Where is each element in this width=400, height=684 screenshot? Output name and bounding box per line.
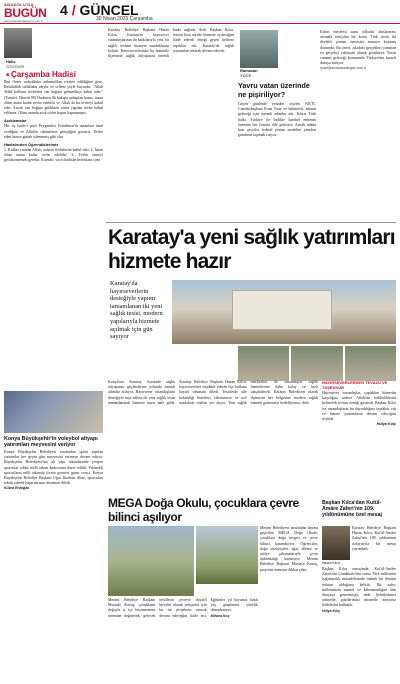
mega-byline: Mihara Koç (210, 613, 230, 618)
column-subheading: Hadislerden Öğrendiklerimiz (4, 142, 59, 148)
facility-photo (291, 346, 342, 381)
volleyball-headline: Konya Büyükşehir'in voleybol altyapı yatırımları meyvesini veriyor (4, 436, 98, 449)
karatay-intro-paragraph: Karatay Belediye Başkanı Hasan Kılca, Karatay'ın hayırsever vatandaşlarının da katkılarıyla yeni bir sağlık tesisini hizmete sunduklarını belirtti. Hayırseverlerimiz bu hizmetle ilçemizin sağlık altyapısına önemli katkı sağladı, dedi. Başkan Kılca, tesisin kısa sürede hizmete açılacağını ifade ederek emeği geçen herkese teşekkür etti. Karatay'da sağlık yatırımları artarak devam edecek. (108, 28, 234, 59)
columnist-name: Ramazan (240, 68, 258, 73)
column-paragraph: 1. Kulları yaratan Allah, onların tövbelerini kabul eder. 2. İnsan ölüm anına kadar tövbe edebilir. 3. Tövbe etmeyi geciktirmemek gerekir. Kaynak: www.hadislerlerleislam.com (4, 148, 103, 163)
volleyball-paragraph: Konya Büyükşehir Belediyesi tarafından spora yapılan yatırımlar her geçen gün meyvesini vermeye devam ediyor. Büyükşehir Belediyesi'nin alt yapı takımlarında yetişen sporcular yıldız millî takım kadrosuna davet edildi. Yetenekli sporcuların milli takımda forma giymesi gurur verici. Konya Büyükşehir Belediye Başkanı Uğur İbrahim Altay, sporcuları tebrik ederek başarılarının devamını diledi. (4, 450, 103, 486)
column-paragraph: Her üç hadis-i şerif Peygamber Efendimiz'in insanlara ümit verdiğini ve Allah'ın rahmetinin genişliğini gösterir. Tövbe eden kimse günah işlememiş gibi olur. (4, 124, 103, 139)
nature-school-photo-2 (196, 526, 258, 584)
kilca-byline: Hülya Kılıç (322, 608, 340, 613)
main-headline: Karatay'a yeni sağlık yatırımları hizmete hazır (108, 226, 395, 273)
column-subheading: Açıklamalar (4, 118, 27, 124)
column-body (4, 80, 103, 380)
kilca-body-continued (322, 567, 396, 680)
kilca-body (352, 526, 396, 566)
column-paragraph: İbni Ömer radıyallahu anhümâ'dan rivayet edildiğine göre, Resûlullah sallallahu aleyhi ve sellem şöyle buyurdu: "Allah Teâlâ kulların tövbesini can boğaza gelmedikçe kabul eder." (Tirmizî, Deavât 98) Hadisten ilk bakışta anlaşılan husus, insan ölüm anına kadar tövbe edebilir ve Allah da bu tövbeyi kabul eder. Ancak can boğaza geldikten sonra yapılan tövbe kabul edilmez. Ölüm anında artık tövbe kapısı kapanmıştır. (4, 80, 103, 116)
columnist-paragraph: Kıbrıs meselesi uzun yıllardır uluslararası arenada tartışılan bir konu. Türk tarafı iki devletli çözüm önerisini masaya koymuş durumda. Bu öneri, adadaki gerçekleri yansıtan en gerçekçi yaklaşım olarak görülüyor. Yavru vatanın geleceği konusunda Türkiye'nin kararlı duruşu sürüyor. (320, 30, 396, 66)
karatay-body (108, 380, 318, 500)
mega-headline: MEGA Doğa Okulu, çocuklara çevre bilinci aşılıyor (108, 496, 299, 524)
column-title: ■ Çarşamba Hadisi (6, 70, 76, 79)
mega-paragraph: Meram Belediye Başkanı Mustafa Kavuş, çocukların doğayla iç içe büyümesinin önemine değinerek, gelecek nesillerin çevreye duyarlı bireyler olarak yetişmesi için bu tür projelerin artarak devam edeceğini ifade etti. Eğitimler yıl boyunca farklı yaş gruplarına yönelik düzenleniyor. (108, 598, 258, 618)
columnist-photo (240, 30, 278, 68)
page-number: 4 (60, 2, 68, 18)
kilca-paragraph: Karatay Belediye Başkanı Hasan Kılca, Kut'ül-Amâre Zaferi'nin 109. yıldönümü dolayısıyla bir mesaj yayımladı. (352, 526, 396, 551)
mega-paragraph: Meram Belediyesi tarafından hayata geçirilen MEGA Doğa Okulu, çocuklara doğa sevgisi ve çevre bilinci kazandırıyor. Öğrenciler, doğa yürüyüşleri, ağaç dikimi ve atölye çalışmalarıyla çevre farkındalığı kazanıyor. Meram Belediye Başkanı Mustafa Kavuş, projenin önemine dikkat çekti. (260, 526, 318, 572)
karatay-intro-article (108, 28, 234, 220)
health-facility-photo-strip (238, 346, 396, 381)
volleyball-photo (4, 391, 103, 433)
health-facility-photo (172, 280, 396, 344)
columnist-email: ryuce@anadoludabugun.com.tr (320, 66, 367, 71)
sidebar-box-title: HAYIRSEVERLERDEN TEVAZU VE TEŞEKKÜR (322, 380, 388, 390)
facility-photo (345, 346, 396, 381)
sidebar-box-byline: Hülya Kılıç (376, 422, 396, 427)
kilca-paragraph: Başkan Kılca mesajında, Kut'ül-Amâre Zaferi'nin Çanakkale'den sonra Türk milletinin bağımsızlık mücadelesinde önemli bir dönüm noktası olduğunu belirtti. Bu zafer, milletimizin azmini ve kahramanlığını tüm dünyaya göstermiştir, dedi. Şehitlerimizi rahmetle, gazilerimizi minnetle anıyoruz ifadelerini kullandı. (322, 567, 396, 608)
building-shape (232, 290, 332, 330)
karatay-lead: Karatay'da hayırseverlerin desteğiyle yapımı tamamlanan iki yeni sağlık tesisi, modern yapılarıyla hizmete açılmak için gün sayıyor (110, 280, 163, 341)
logo-small-text: ANADOLU'DA (4, 2, 34, 7)
section-separator: / (71, 2, 80, 18)
author-photo (4, 28, 32, 58)
author-name: Halis (6, 59, 16, 64)
columnist-surname: YÜCE (240, 73, 252, 78)
logo-text: BUGÜN (4, 6, 47, 20)
nature-school-photo (108, 526, 194, 596)
newspaper-logo (4, 2, 56, 22)
mega-body (260, 526, 318, 680)
facility-photo (238, 346, 289, 381)
volleyball-byline: Kübra Erdoğan (4, 486, 30, 491)
issue-date: 30 Nisan 2025 Çarşamba (96, 16, 153, 22)
karatay-sidebar-box (322, 380, 396, 500)
volleyball-body (4, 450, 103, 680)
author-surname: ÖZDEMİR (6, 64, 25, 69)
masthead (0, 0, 400, 24)
section-name: GÜNCEL (79, 2, 139, 18)
mayor-photo (322, 526, 350, 560)
karatay-paragraph: Konya'nın Karatay ilçesinde sağlık altyapısını güçlendirme yolunda önemli adımlar atılıyor. Hayırsever vatandaşların desteğiyle inşa edilen iki yeni sağlık tesisi tamamlanarak hizmete hazır hale geldi. Karatay Belediye Başkanı Hasan Kılca, hayırseverlere teşekkür ederek ilçe halkına hayırlı olmasını diledi. Tesislerde aile hekimliği birimleri, laboratuvar ve acil müdahale odaları yer alıyor. Yeni sağlık merkezleri ile vatandaşlar sağlık hizmetlerine daha kolay ve hızlı ulaşabilecek. Karatay Belediyesi olarak ilçemizin her bölgesine modern sağlık hizmeti götürmeyi hedefliyoruz, dedi. (108, 380, 318, 405)
columnist-body-continued (320, 30, 396, 222)
kilca-headline: Başkan Kılca'dan Kutül-Amâre Zaferi'nin 109. yıldönümüne özel mesaj (322, 500, 382, 519)
columnist-paragraph: Geçen günlerde yeniden seçilen KKTC Cumhurbaşkanı Ersin Tatar ve hükümeti, adanın geleceği için önemli adımlar attı. Kıbrıs Türk halkı, Türkiye ile birlikte hareket etmenin önemini her fırsatta dile getiriyor. Ancak adada bazı çevreler federal çözüm modelini yeniden gündeme taşımak istiyor. (238, 102, 316, 138)
headline-divider (106, 222, 396, 223)
mega-body-continued (108, 598, 258, 680)
columnist-headline: Yavru vatan üzerinde ne pişiriliyor? (238, 81, 310, 99)
mayor-photo-caption: Hasan Kılca (322, 561, 340, 565)
columnist-body (238, 102, 316, 222)
logo-website: www.anadoludabugun.com.tr (4, 19, 43, 23)
sidebar-box-paragraph: Hayırsever vatandaşlar, yaptıkları hizmetin karşılığını sadece Allah'tan beklediklerini belirterek tevazu örneği gösterdi. Başkan Kılca ise vatandaşların bu duyarlılığına teşekkür etti ve benzer yatırımların devam edeceğini söyledi. (322, 391, 396, 422)
